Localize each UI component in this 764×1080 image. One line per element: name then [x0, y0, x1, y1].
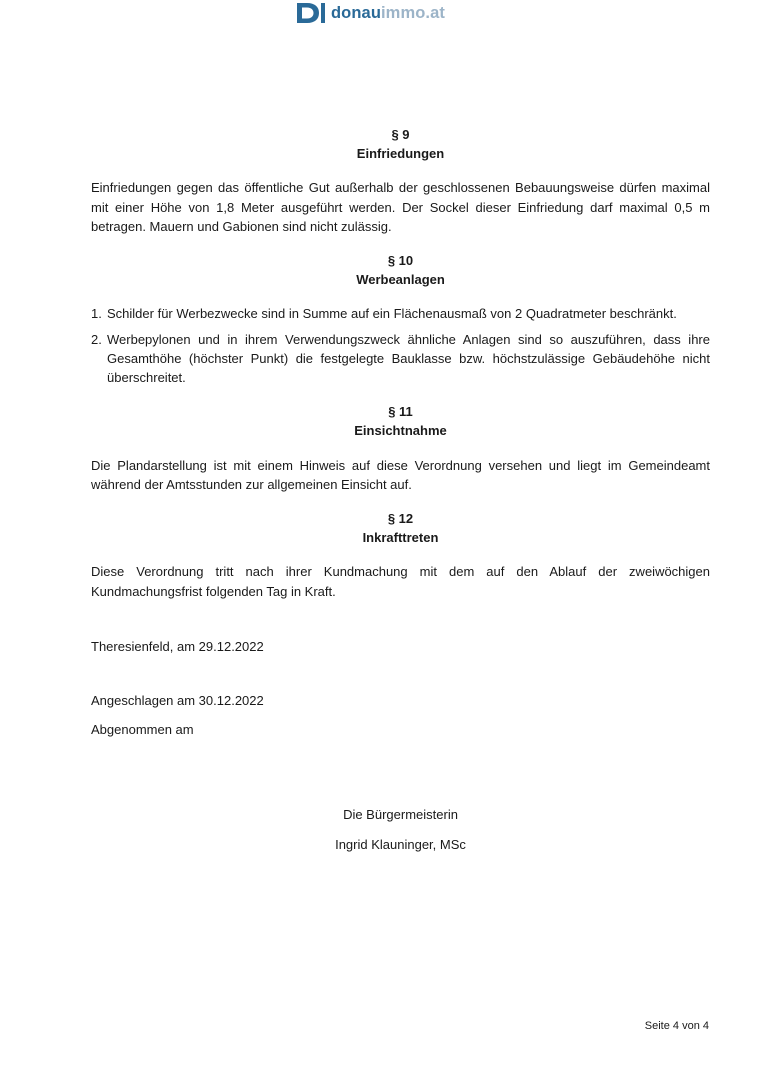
section-text: Die Plandarstellung ist mit einem Hinweis auf diese Verordnung versehen und liegt im Gemeindeamt während der Amtsstunden zur allgemeinen Einsicht auf.	[91, 457, 710, 492]
page-number: Seite 4 von 4	[644, 1020, 709, 1032]
signer-role: Die Bürgermeisterin	[343, 807, 458, 823]
document-body	[91, 125, 710, 854]
section-text: Einfriedungen gegen das öffentliche Gut außerhalb der geschlossenen Bebauungsweise dürfen maximal mit einer Höhe von 1,8 Meter ausgeführt werden. Der Sockel dieser Einfriedung darf maximal 0,5 m betragen. Mauern und Gabionen sind nicht zulässig.	[91, 180, 710, 234]
section-12	[91, 509, 710, 601]
section-title: Inkrafttreten	[362, 530, 439, 546]
brand-name-bold: donau	[331, 3, 381, 22]
section-10	[91, 251, 710, 387]
section-text: Diese Verordnung tritt nach ihrer Kundmachung mit dem auf den Ablauf der zweiwöchigen Kundmachungsfrist folgenden Tag in Kraft.	[91, 564, 710, 599]
numbered-list	[91, 304, 710, 387]
place-date: Theresienfeld, am 29.12.2022	[91, 638, 264, 654]
list-item-text: Werbepylonen und in ihrem Verwendungszweck ähnliche Anlagen sind so auszuführen, dass ihre Gesamthöhe (höchster Punkt) die festgelegte Bauklasse bzw. höchstzulässige Gebäudehöhe nicht überschreitet.	[107, 331, 710, 386]
section-number: § 12	[387, 511, 414, 527]
list-item	[91, 330, 710, 388]
posted-date: Angeschlagen am 30.12.2022	[91, 693, 264, 709]
brand-name	[331, 4, 445, 23]
section-11	[91, 402, 710, 494]
list-item-text: Schilder für Werbezwecke sind in Summe auf ein Flächenausmaß von 2 Quadratmeter beschränkt.	[107, 306, 677, 322]
brand-name-light: immo.at	[381, 3, 445, 22]
list-item-number: 1.	[91, 306, 102, 322]
signer-name: Ingrid Klauninger, MSc	[335, 836, 466, 852]
donauimmo-logo-icon	[296, 2, 326, 24]
removed-date: Abgenommen am	[91, 722, 194, 738]
section-title: Werbeanlagen	[356, 272, 445, 288]
list-item	[91, 304, 710, 323]
list-item-number: 2.	[91, 331, 102, 347]
section-number: § 9	[391, 127, 410, 142]
section-title: Einfriedungen	[356, 146, 445, 162]
brand-logo	[296, 2, 445, 24]
section-number: § 10	[387, 253, 414, 269]
section-title: Einsichtnahme	[354, 423, 447, 439]
section-9	[91, 125, 710, 236]
section-number: § 11	[388, 404, 413, 420]
